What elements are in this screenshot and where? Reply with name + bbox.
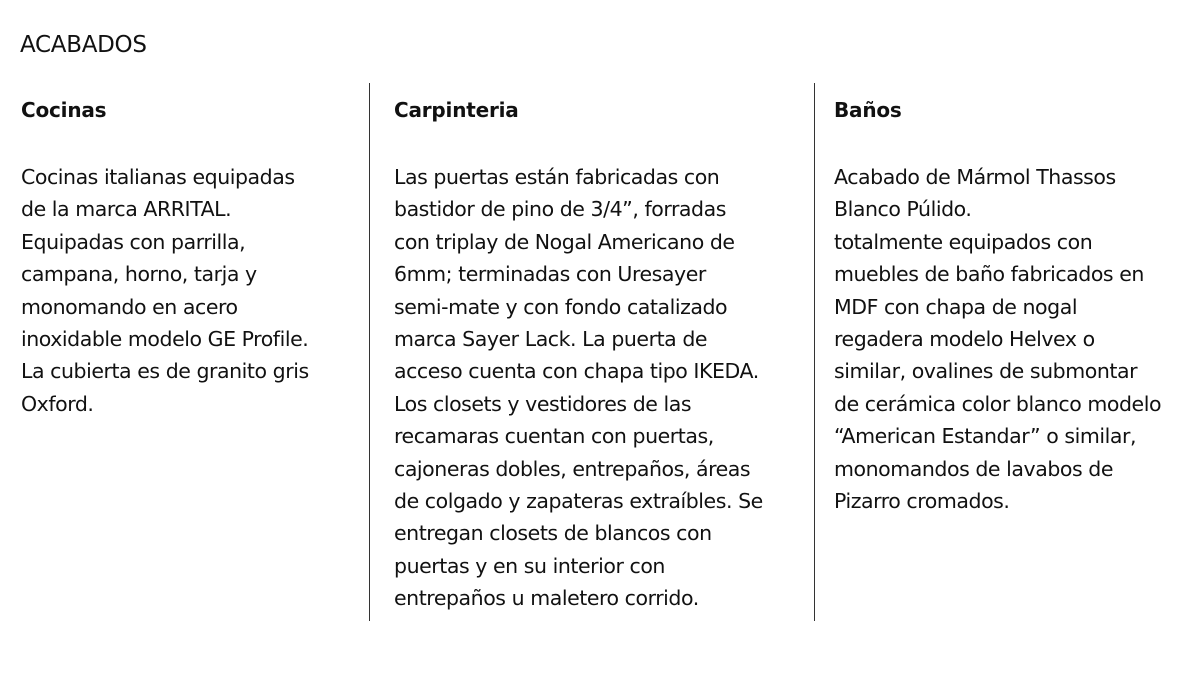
text-line: Equipadas con parrilla, <box>21 229 246 254</box>
text-line: Blanco Púlido. <box>834 197 972 222</box>
text-line: cajoneras dobles, entrepaños, áreas <box>394 456 751 481</box>
cocinas-description <box>21 161 361 420</box>
banos-heading: Baños <box>834 98 902 122</box>
text-line: monomandos de lavabos de <box>834 456 1113 481</box>
text-line: regadera modelo Helvex o <box>834 327 1095 352</box>
text-line: La cubierta es de granito gris <box>21 359 309 384</box>
text-line: marca Sayer Lack. La puerta de <box>394 327 708 352</box>
text-line: entrepaños u maletero corrido. <box>394 586 699 611</box>
text-line: Las puertas están fabricadas con <box>394 165 720 189</box>
text-line: muebles de baño fabricados en <box>834 262 1144 287</box>
text-line: con triplay de Nogal Americano de <box>394 229 735 254</box>
text-line: de cerámica color blanco modelo <box>834 391 1162 416</box>
text-line: recamaras cuentan con puertas, <box>394 424 714 449</box>
carpinteria-heading: Carpinteria <box>394 98 519 122</box>
text-line: campana, horno, tarja y <box>21 262 257 287</box>
text-line: Los closets y vestidores de las <box>394 391 692 416</box>
banos-description <box>834 161 1200 517</box>
text-line: semi-mate y con fondo catalizado <box>394 294 728 319</box>
text-line: similar, ovalines de submontar <box>834 359 1138 384</box>
text-line: Acabado de Mármol Thassos <box>834 165 1116 189</box>
column-divider <box>814 83 815 621</box>
carpinteria-description <box>394 161 804 615</box>
text-line: Oxford. <box>21 391 94 416</box>
text-line: de colgado y zapateras extraíbles. Se <box>394 489 763 514</box>
column-cocinas <box>21 96 361 420</box>
column-carpinteria <box>394 96 804 615</box>
text-line: MDF con chapa de nogal <box>834 294 1078 319</box>
text-line: inoxidable modelo GE Profile. <box>21 327 309 352</box>
text-line: totalmente equipados con <box>834 229 1093 254</box>
cocinas-heading: Cocinas <box>21 98 107 122</box>
text-line: monomando en acero <box>21 294 238 319</box>
column-divider <box>369 83 370 621</box>
page-title: ACABADOS <box>20 32 147 58</box>
text-line: “American Estandar” o similar, <box>834 424 1137 449</box>
text-line: bastidor de pino de 3/4”, forradas <box>394 197 726 222</box>
text-line: puertas y en su interior con <box>394 553 665 578</box>
text-line: de la marca ARRITAL. <box>21 197 232 222</box>
column-banos <box>834 96 1200 517</box>
text-line: entregan closets de blancos con <box>394 521 712 546</box>
text-line: Pizarro cromados. <box>834 489 1010 514</box>
text-line: 6mm; terminadas con Uresayer <box>394 262 706 287</box>
text-line: Cocinas italianas equipadas <box>21 165 295 189</box>
text-line: acceso cuenta con chapa tipo IKEDA. <box>394 359 759 384</box>
